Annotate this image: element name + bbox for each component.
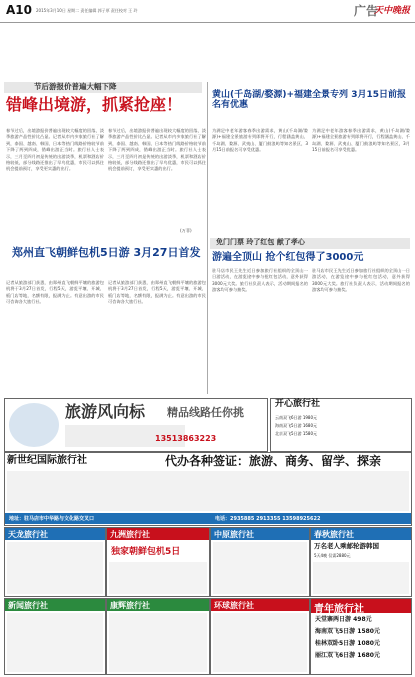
tianlong-routes <box>7 542 103 594</box>
article4-headline: 游遍全顶山 抢个红包得了3000元 <box>212 252 364 263</box>
zhongyuan-name: 中原旅行社 <box>214 530 254 539</box>
xinshiji-footer <box>5 513 411 524</box>
column-divider <box>207 82 208 394</box>
article1-byline: (万菲) <box>180 228 192 233</box>
page-number: A10 <box>6 3 32 17</box>
huanqiu-ad <box>210 598 310 675</box>
windvane-phone: 13513863223 <box>155 434 217 443</box>
kaixin-line-1: 云南双飞6日游 1980元 <box>275 415 317 420</box>
wanming-subtitle: 5天4晚 仅需2880元 <box>314 553 351 558</box>
huanqiu-routes <box>213 613 307 672</box>
jiuzhou-routes <box>109 562 207 594</box>
xinwen-name: 新闻旅行社 <box>8 601 48 610</box>
kaixin-line-3: 北京双飞5日游 1580元 <box>275 431 317 436</box>
qingnian-line-1: 天堂寨两日游 498元 <box>315 616 372 623</box>
newspaper-logo: 天中晚报 <box>374 6 411 16</box>
qingnian-ad <box>310 598 412 675</box>
article3-body-col2: 为满足中老年游客春季出游需求，黄山(千岛湖/婺源)+福建全景旅游专列即将开行，行程涵盖黄山、千岛湖、婺源、武夷山、厦门鼓浪屿等知名景区，3月15日前报名可享受优惠。 <box>312 128 410 153</box>
article2-body-col1: 记者从旅游部门获悉，由郑州直飞朝鲜平壤的旅游包机将于3月27日首发，行程5天，游览平壤、开城、板门店等地，名额有限，报满为止。有意出游的市民可咨询各大旅行社。 <box>6 280 104 305</box>
kaixin-line-2: 海南双飞5日游 1680元 <box>275 423 317 428</box>
issue-date: 2015年3月10日 星期二 责任编辑 郭子厚 责任校对 王 玲 <box>36 8 138 13</box>
jiuzhou-ad <box>106 527 210 597</box>
article1-headline: 错峰出境游，抓紧抢座！ <box>6 95 183 114</box>
globe-icon <box>9 403 59 447</box>
xinshiji-name: 新世纪国际旅行社 <box>7 455 87 466</box>
article4-body-col1: 驻马店市民王先生近日参加旅行社组织的全顶山一日游活动，在游览途中参与抢红包活动，意外获得3000元大奖。旅行社负责人表示，活动期间报名的游客均可参与抽奖。 <box>212 268 308 293</box>
chunqiu-name: 春秋旅行社 <box>314 530 354 539</box>
xinwen-routes <box>7 613 103 672</box>
tianlong-name: 天龙旅行社 <box>8 530 48 539</box>
xinwen-ad <box>4 598 106 675</box>
chunqiu-ad <box>310 527 412 597</box>
kicker-band <box>4 82 202 93</box>
article2-body-col2: 记者从旅游部门获悉，由郑州直飞朝鲜平壤的旅游包机将于3月27日首发，行程5天，游览平壤、开城、板门店等地，名额有限，报满为止。有意出游的市民可咨询各大旅行社。 <box>108 280 206 305</box>
article4-kicker: 免门门票 玲了红包 献了孝心 <box>216 238 305 246</box>
article4-body-col2: 驻马店市民王先生近日参加旅行社组织的全顶山一日游活动，在游览途中参与抢红包活动，意外获得3000元大奖。旅行社负责人表示，活动期间报名的游客均可参与抽奖。 <box>312 268 410 293</box>
qingnian-line-4: 丽江双飞6日游 1680元 <box>315 652 380 659</box>
windvane-subtitle: 精品线路任你挑 <box>167 406 244 419</box>
article3-body-col1: 为满足中老年游客春季出游需求，黄山(千岛湖/婺源)+福建全景旅游专列即将开行，行程涵盖黄山、千岛湖、婺源、武夷山、厦门鼓浪屿等知名景区，3月15日前报名可享受优惠。 <box>212 128 308 153</box>
jiuzhou-header <box>107 528 209 540</box>
zhongyuan-ad <box>210 527 310 597</box>
windvane-title: 旅游风向标 <box>65 402 146 421</box>
article1-body-col2: 春节过后，出境游报价普遍出现较大幅度的回落，淡季旅游产品性价比凸显。记者从市内多家旅行社了解到，泰国、越南、韩国、日本等热门线路价格较节前下降了两到四成，错峰出游正当时。旅行社人士表示，三月至四月初是传统的出游淡季，机票和酒店价格较低，部分线路还推出了早鸟优惠，市民可以抓住机会提前预订，享受更实惠的出行。 <box>108 128 206 172</box>
article2-headline: 郑州直飞朝鲜包机5日游 3月27日首发 <box>12 246 201 259</box>
xinwen-header <box>5 599 105 611</box>
windvane-ad <box>4 398 268 452</box>
xinshiji-routes <box>7 471 409 511</box>
zhongyuan-routes <box>213 542 307 594</box>
section-label: 广告 <box>354 4 379 18</box>
huanqiu-header <box>211 599 309 611</box>
kanghui-routes <box>109 613 207 672</box>
chunqiu-header <box>311 528 411 540</box>
qingnian-line-3: 桂林双卧5日游 1080元 <box>315 640 380 647</box>
chunqiu-routes <box>313 562 409 594</box>
wanming-title: 万名老人乘邮轮游韩国 <box>314 542 379 550</box>
kaixin-ad <box>270 398 412 452</box>
xinshiji-ad <box>4 452 412 526</box>
jiuzhou-promo: 独家朝鲜包机5日 <box>111 547 181 557</box>
kaixin-title: 开心旅行社 <box>275 399 321 409</box>
kanghui-name: 康辉旅行社 <box>110 601 150 610</box>
xinshiji-address: 地址：驻马店市中华路与文化路交叉口 <box>9 516 95 522</box>
xinshiji-phones: 电话：2935885 2913355 13598925622 <box>215 516 321 522</box>
jiuzhou-name: 九洲旅行社 <box>110 530 150 539</box>
xinshiji-slogan: 代办各种签证：旅游、商务、留学、探亲 <box>165 454 382 468</box>
tianlong-ad <box>4 527 106 597</box>
kanghui-ad <box>106 598 210 675</box>
zhongyuan-header <box>211 528 309 540</box>
kicker-band-2 <box>210 238 410 249</box>
tianlong-header <box>5 528 105 540</box>
article1-body-col1: 春节过后，出境游报价普遍出现较大幅度的回落，淡季旅游产品性价比凸显。记者从市内多家旅行社了解到，泰国、越南、韩国、日本等热门线路价格较节前下降了两到四成，错峰出游正当时。旅行社人士表示，三月至四月初是传统的出游淡季，机票和酒店价格较低，部分线路还推出了早鸟优惠，市民可以抓住机会提前预订，享受更实惠的出行。 <box>6 128 104 172</box>
page-header <box>0 0 415 23</box>
qingnian-header <box>311 599 411 613</box>
qingnian-line-2: 海南双飞5日游 1580元 <box>315 628 380 635</box>
kanghui-header <box>107 599 209 611</box>
huanqiu-name: 环球旅行社 <box>214 601 254 610</box>
article3-headline: 黄山(千岛湖/婺源)+福建全景专列 3月15日前报名有优惠 <box>212 90 406 110</box>
article1-kicker: 节后游报价普遍大幅下降 <box>34 82 117 91</box>
qingnian-name: 青年旅行社 <box>314 604 364 615</box>
